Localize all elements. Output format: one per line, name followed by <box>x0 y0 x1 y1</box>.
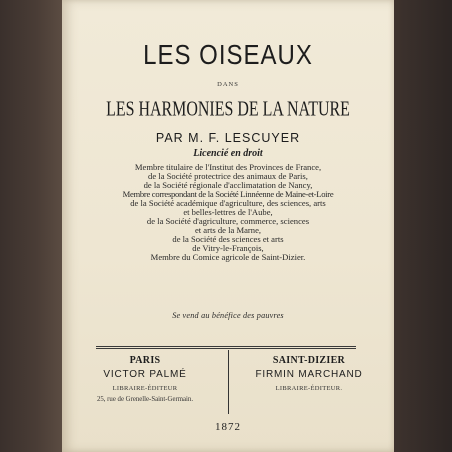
membership-line: Membre correspondant de la Société Linnéenne de Maine-et-Loire <box>122 189 334 199</box>
top-divider <box>96 346 356 347</box>
membership-line: de Vitry-le-François, <box>192 243 264 253</box>
membership-line: de la Société régionale d'acclimatation de Nancy, <box>143 180 313 190</box>
membership-line: de la Société académique d'agriculture, des sciences, arts <box>130 198 326 208</box>
right-city: SAINT-DIZIER <box>272 355 346 366</box>
membership-line: de la Société des sciences et arts <box>172 234 284 244</box>
right-publisher <box>229 355 389 392</box>
book-subtitle: LES HARMONIES DE LA NATURE <box>106 97 350 121</box>
membership-line: Membre titulaire de l'Institut des Provinces de France, <box>134 162 322 172</box>
title-page <box>62 0 394 452</box>
background-right <box>392 0 452 452</box>
membership-line: de la Société d'agriculture, commerce, sciences <box>146 216 310 226</box>
left-publisher-role: LIBRAIRE-ÉDITEUR <box>112 385 178 392</box>
membership-line: de la Société protectrice des animaux de Paris, <box>148 171 308 181</box>
top-divider-double <box>96 348 356 349</box>
membership-line: Membre du Comice agricole de Saint-Dizier. <box>150 252 306 262</box>
membership-line: et belles-lettres de l'Aube, <box>183 207 273 217</box>
book-title: LES OISEAUX <box>143 39 313 71</box>
left-city: PARIS <box>129 355 161 366</box>
left-publisher <box>62 355 228 403</box>
right-publisher-role: LIBRAIRE-ÉDITEUR. <box>275 385 343 392</box>
charity-notice: Se vend au bénéfice des pauvres <box>172 311 284 320</box>
author-line: PAR M. F. LESCUYER <box>155 131 301 145</box>
dans-word: DANS <box>217 81 239 88</box>
licence-line: Licencié en droit <box>193 148 263 159</box>
background-left <box>0 0 62 452</box>
membership-line: et arts de la Marne, <box>194 225 262 235</box>
left-publisher-address: 25, rue de Grenelle-Saint-Germain. <box>96 396 194 403</box>
right-publisher-name: FIRMIN MARCHAND <box>255 369 363 380</box>
left-publisher-name: VICTOR PALMÉ <box>103 369 187 380</box>
publication-year: 1872 <box>215 421 241 433</box>
